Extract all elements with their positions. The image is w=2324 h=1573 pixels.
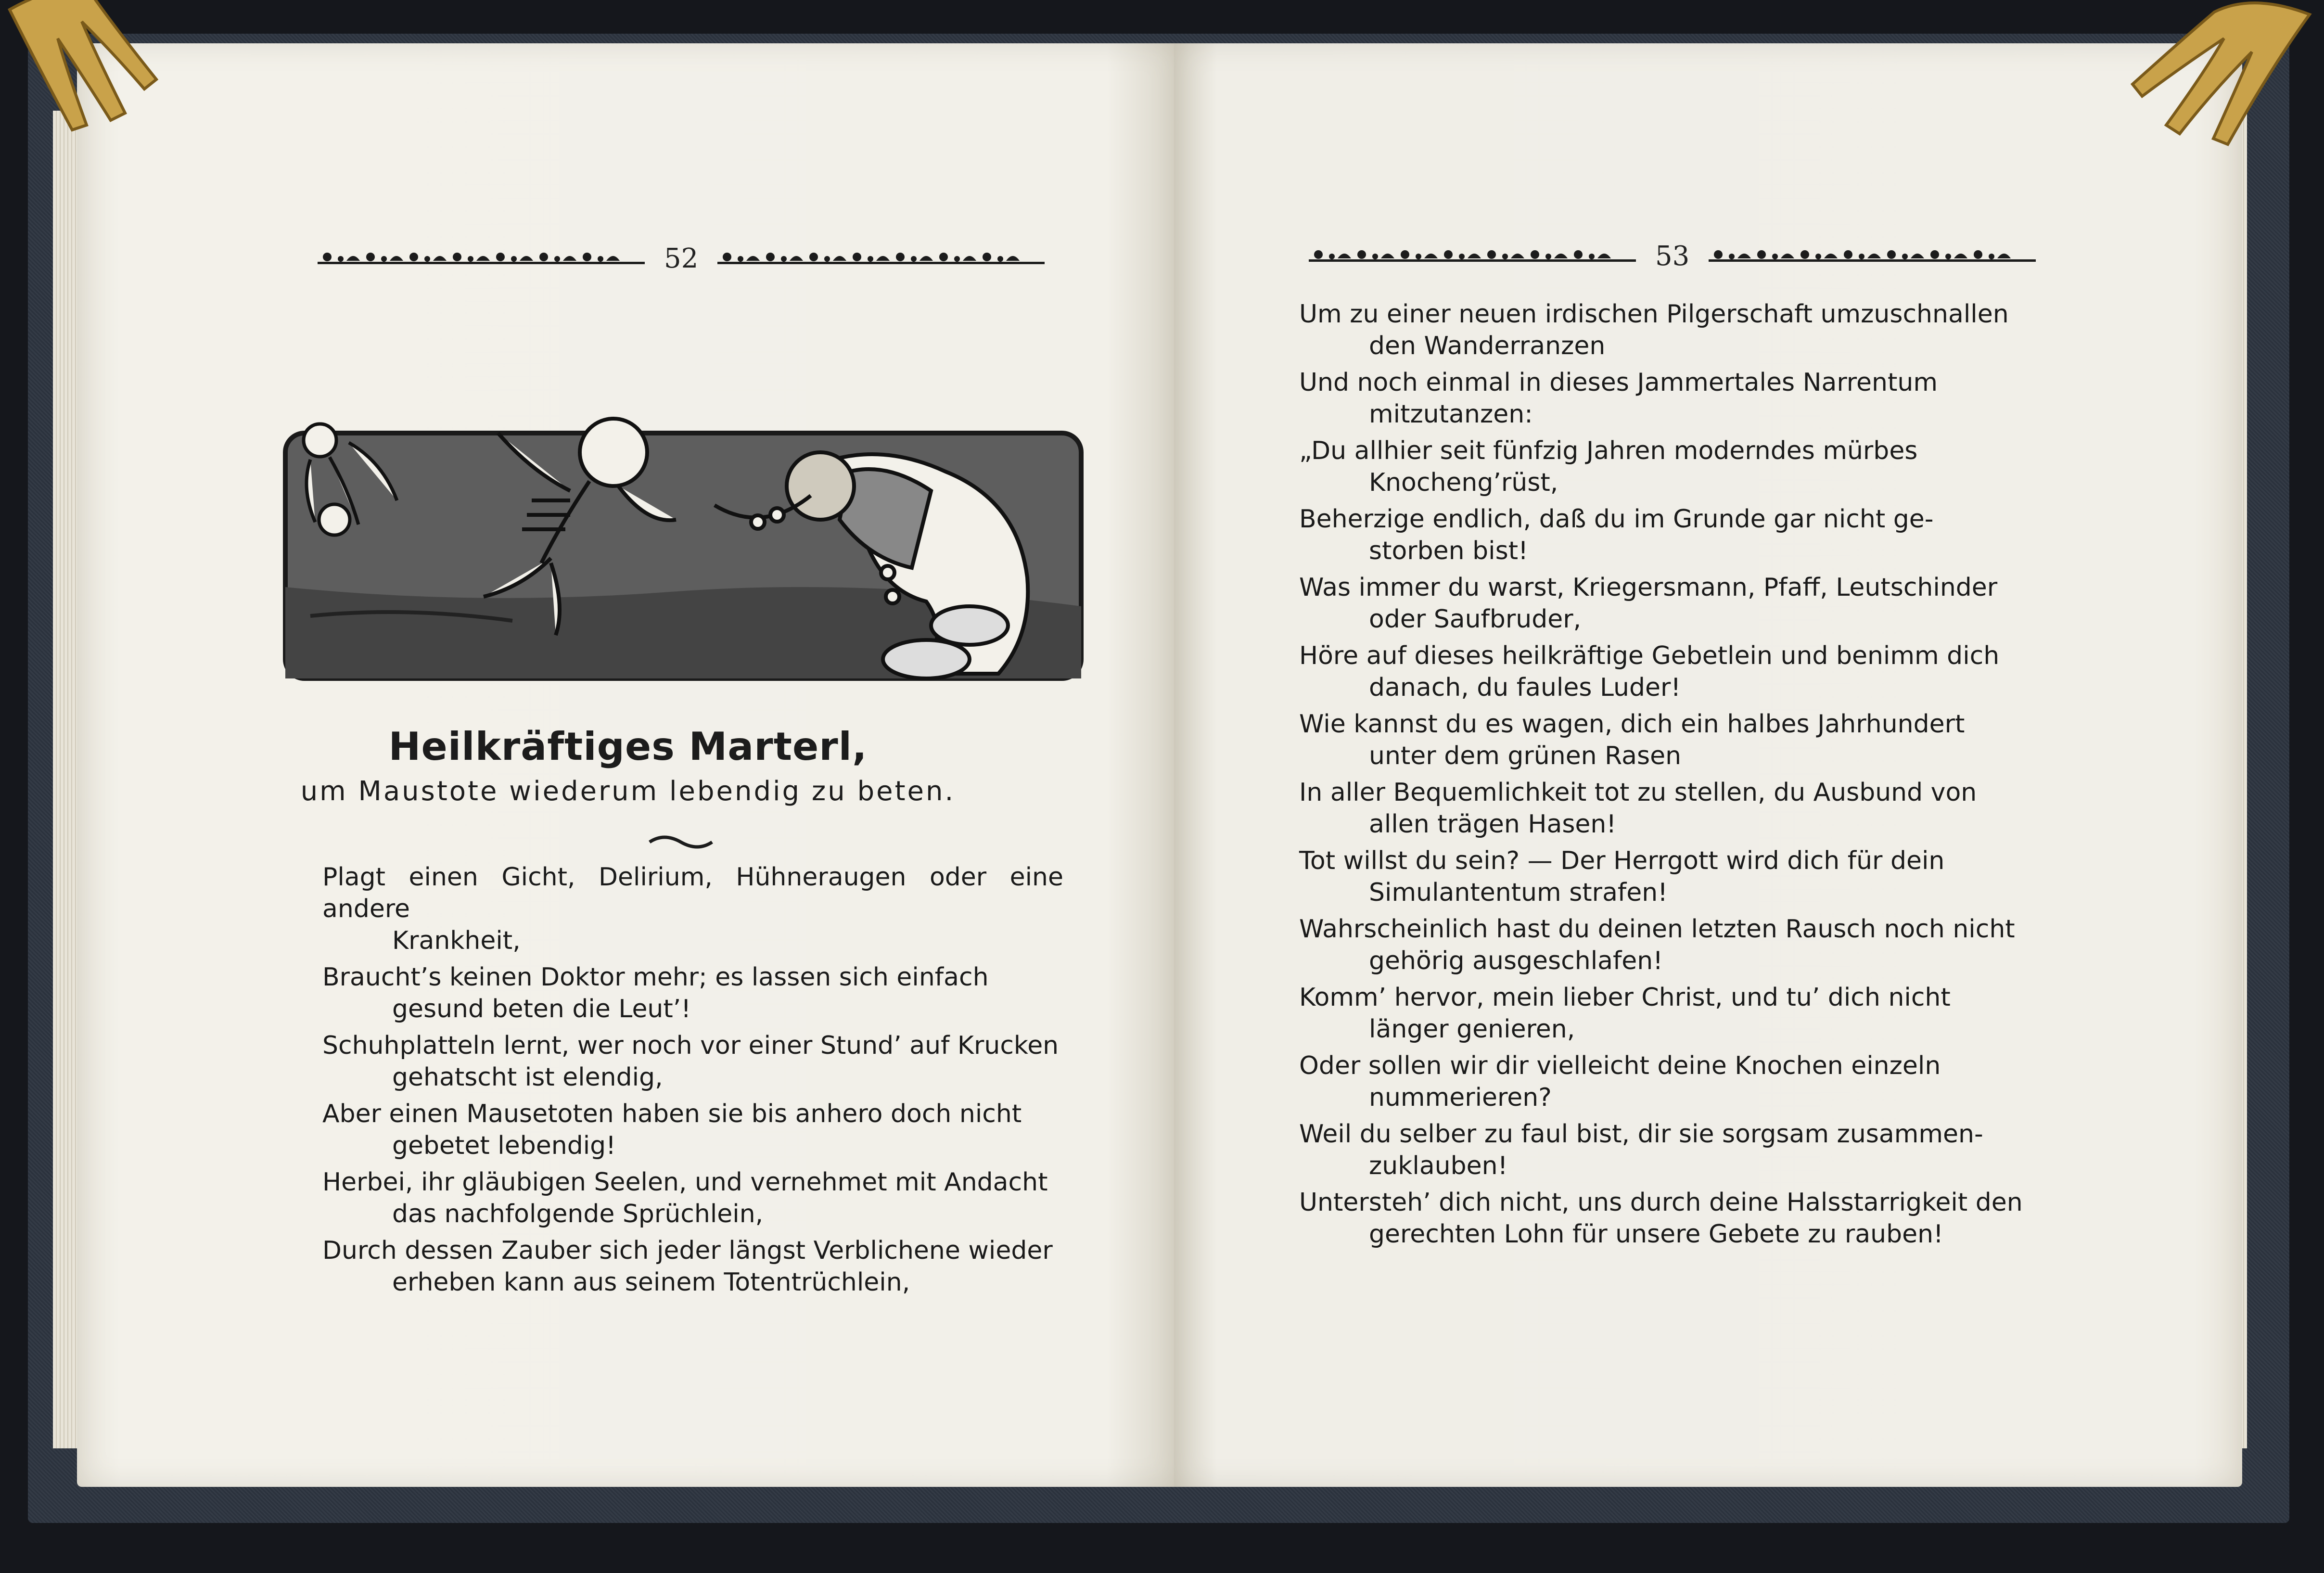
left-page-header [318,243,1045,274]
floral-ornament-icon [717,248,1045,269]
brass-hand-icon [0,0,173,144]
right-verses [1299,298,2026,1255]
verse-line: Wahrscheinlich hast du deinen letzten Rausch noch nicht gehörig ausgeschlafen! [1299,915,2015,975]
verse-line: Braucht’s keinen Doktor mehr; es lassen sich einfach gesund beten die Leut’! [322,963,989,1023]
poem-subtitle: um Maustote wiederum lebendig zu beten. [300,776,956,807]
verse-line: Weil du selber zu faul bist, dir sie sorgsam zusammen- zuklauben! [1299,1120,1983,1180]
page-number-left: 52 [664,243,699,274]
verse-line: Wie kannst du es wagen, dich ein halbes Jahrhundert unter dem grünen Rasen [1299,710,1965,770]
verse-line: Oder sollen wir dir vielleicht deine Knochen einzeln nummerieren? [1299,1051,1941,1112]
floral-ornament-icon [1709,246,2036,267]
verse-line: Beherzige endlich, daß du im Grunde gar nicht ge- storben bist! [1299,505,1934,565]
verse-line: Um zu einer neuen irdischen Pilgerschaft umzuschnallen den Wanderranzen [1299,300,2009,360]
verse-line: In aller Bequemlichkeit tot zu stellen, du Ausbund von allen trägen Hasen! [1299,778,1977,839]
verse-line: Höre auf dieses heilkräftige Gebetlein und benimm dich danach, du faules Luder! [1299,641,2000,702]
verse-line: Komm’ hervor, mein lieber Christ, und tu’ dich nicht länger genieren, [1299,983,1951,1044]
verse-line: Aber einen Mausetoten haben sie bis anhero doch nicht gebetet lebendig! [322,1100,1022,1160]
skeleton-woodcut-illustration [281,414,1085,683]
verse-line: Und noch einmal in dieses Jammertales Narrentum mitzutanzen: [1299,368,1938,429]
verse-line: Was immer du warst, Kriegersmann, Pfaff, Leutschinder oder Saufbruder, [1299,573,1998,634]
right-page-header [1309,241,2036,272]
verse-line: „Du allhier seit fünfzig Jahren moderndes mürbes Knocheng’rüst, [1299,436,1918,497]
poem-title: Heilkräftiges Marterl, [388,724,868,769]
page-number-right: 53 [1655,241,1690,272]
verse-line: Herbei, ihr gläubigen Seelen, und vernehmet mit Andacht das nachfolgende Sprüchlein, [322,1168,1048,1228]
verse-line: Untersteh’ dich nicht, uns durch deine Halsstarrigkeit den gerechten Lohn für unsere Gebete zu rauben! [1299,1188,2023,1249]
left-verses [322,861,1063,1303]
verse-line: Tot willst du sein? — Der Herrgott wird dich für dein Simulantentum strafen! [1299,846,1945,907]
poem-title-block [77,724,1179,807]
verse-line: Durch dessen Zauber sich jeder längst Verblichene wieder erheben kann aus seinem Totentrüchlein, [322,1236,1053,1297]
brass-hand-icon [2083,0,2314,164]
floral-ornament-icon [1309,246,1636,267]
floral-ornament-icon [318,248,645,269]
verse-line: Schuhplatteln lernt, wer noch vor einer Stund’ auf Krucken gehatscht ist elendig, [322,1031,1059,1092]
verse-line: Plagt einen Gicht, Delirium, Hühneraugen oder eine andere Krankheit, [322,863,1063,955]
swash-ornament-icon [647,835,715,849]
